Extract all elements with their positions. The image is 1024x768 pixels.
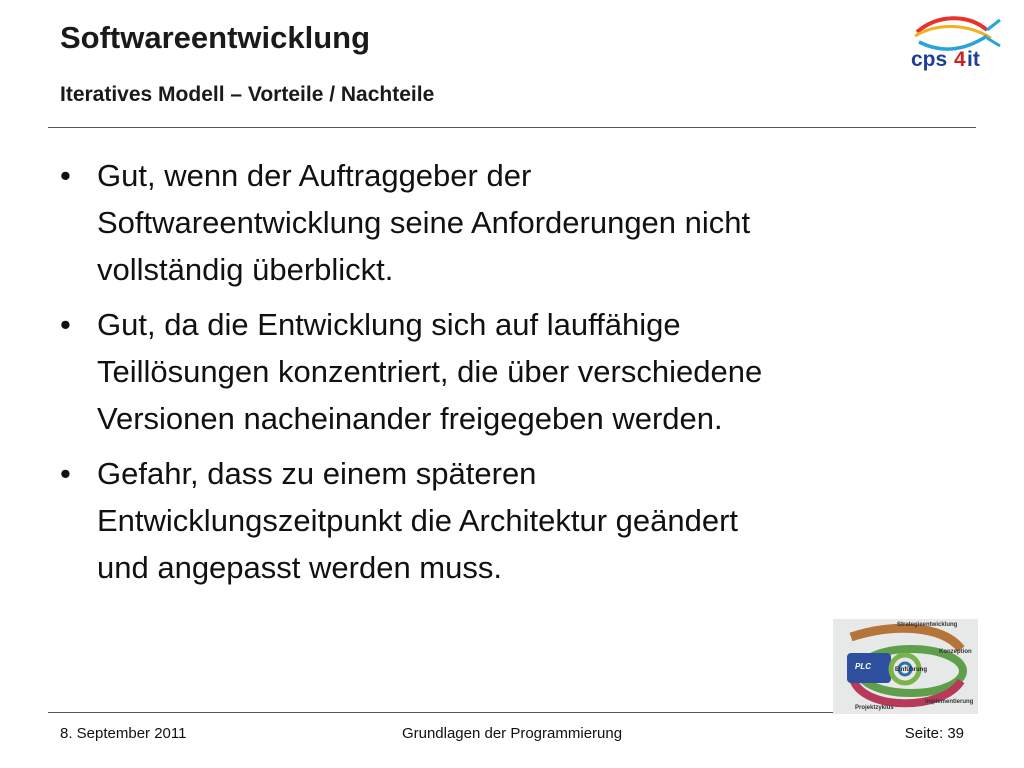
header-divider <box>48 127 976 128</box>
bullet-list <box>60 152 960 599</box>
bullet-item <box>60 450 960 591</box>
svg-text:PLC: PLC <box>855 662 871 671</box>
bullet-item <box>60 301 960 442</box>
logo-text-it: it <box>967 48 980 71</box>
bullet-line: Gut, wenn der Auftraggeber der <box>97 158 532 193</box>
page-label: Seite: <box>904 725 944 742</box>
bullet-item <box>60 152 960 293</box>
svg-text:Implementierung: Implementierung <box>925 699 974 705</box>
bullet-marker: • <box>60 456 71 491</box>
bullet-line: Teillösungen konzentriert, die über verschiedene <box>97 354 763 389</box>
bullet-line: Gefahr, dass zu einem späteren <box>97 456 537 491</box>
svg-text:Projektzyklus: Projektzyklus <box>855 705 894 711</box>
bullet-marker: • <box>60 307 71 342</box>
bullet-line: und angepasst werden muss. <box>97 550 502 585</box>
bullet-line: Softwareentwicklung seine Anforderungen nicht <box>97 205 751 240</box>
page-number: 39 <box>947 725 964 742</box>
logo-text-4: 4 <box>954 48 966 71</box>
footer-title: Grundlagen der Programmierung <box>401 725 623 742</box>
logo-tail <box>987 20 1000 46</box>
bullet-line: Entwicklungszeitpunkt die Architektur geändert <box>97 503 739 538</box>
svg-text:Strategieentwicklung: Strategieentwicklung <box>897 622 958 628</box>
bullet-line: vollständig überblickt. <box>97 252 394 287</box>
slide-title: Softwareentwicklung <box>60 20 371 55</box>
slide-subtitle: Iteratives Modell – Vorteile / Nachteile <box>60 83 435 106</box>
svg-text:Einführung: Einführung <box>895 667 927 673</box>
lifecycle-cycle-icon <box>833 619 978 714</box>
cps4it-logo <box>903 12 1003 76</box>
bullet-marker: • <box>60 158 71 193</box>
footer-page-number <box>905 724 964 744</box>
bullet-line: Gut, da die Entwicklung sich auf lauffähige <box>97 307 681 342</box>
logo-text-cps: cps <box>911 48 948 71</box>
bullet-line: Versionen nacheinander freigegeben werden. <box>97 401 723 436</box>
logo-swoosh-mid <box>915 26 991 38</box>
lifecycle-illustration <box>833 619 978 714</box>
footer-divider <box>48 712 833 713</box>
footer-date: 8. September 2011 <box>60 725 187 742</box>
svg-text:Konzeption: Konzeption <box>939 649 972 655</box>
